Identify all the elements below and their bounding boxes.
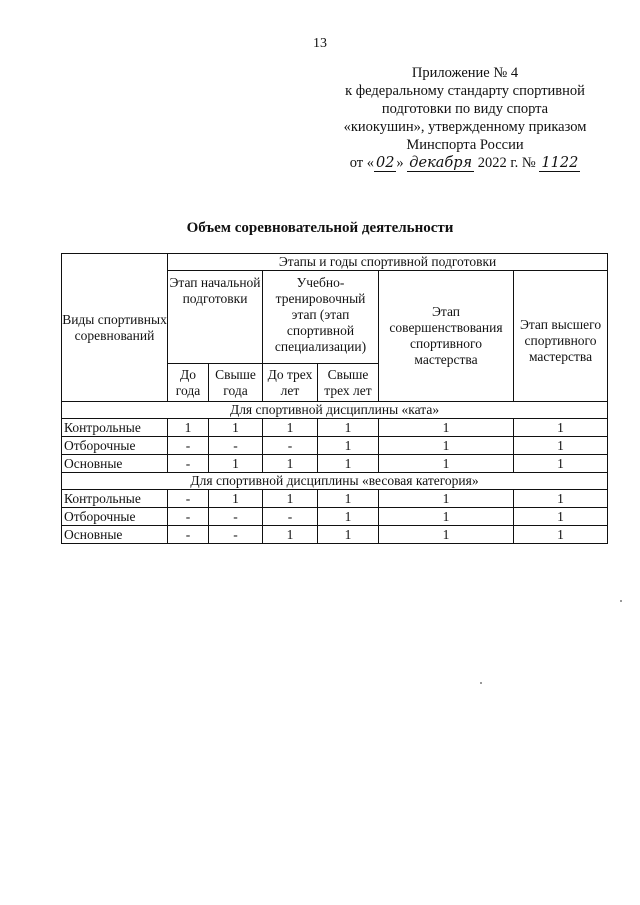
document-title: Объем соревновательной деятельности	[186, 220, 454, 236]
table-cell: 1	[379, 455, 514, 473]
table-row	[62, 508, 608, 526]
subheader-up-to-year: До года	[168, 364, 209, 402]
table-cell: 1	[209, 419, 263, 437]
page-number: 13	[313, 36, 327, 51]
table-cell: 1	[379, 490, 514, 508]
table-cell: -	[168, 455, 209, 473]
row-label: Контрольные	[62, 419, 168, 437]
table-cell: 1	[514, 455, 608, 473]
table-row	[62, 419, 608, 437]
scan-speck	[620, 600, 622, 602]
table-cell: 1	[263, 419, 318, 437]
table-row	[62, 455, 608, 473]
table-row	[62, 490, 608, 508]
table-row	[62, 437, 608, 455]
stage-initial-header: Этап начальной подготовки	[168, 271, 263, 364]
table-cell: 1	[209, 455, 263, 473]
section-title: Для спортивной дисциплины «весовая категория»	[62, 473, 608, 490]
stage-highest-header: Этап высшего спортивного мастерства	[514, 271, 608, 402]
date-prefix: от «	[349, 155, 374, 171]
table-cell: 1	[514, 490, 608, 508]
table-cell: 1	[263, 526, 318, 544]
subheader-over-year: Свыше года	[209, 364, 263, 402]
table-cell: 1	[514, 437, 608, 455]
appendix-line: Приложение № 4	[411, 65, 519, 81]
table-cell: 1	[514, 526, 608, 544]
row-label: Основные	[62, 455, 168, 473]
appendix-header	[330, 64, 600, 172]
table-cell: 1	[379, 508, 514, 526]
table-cell: -	[209, 526, 263, 544]
competition-volume-table	[61, 253, 608, 544]
table-cell: 1	[318, 508, 379, 526]
stage-training-header: Учебно-тренировочный этап (этап спортивной специализации)	[263, 271, 379, 364]
subheader-up-to-three: До трех лет	[263, 364, 318, 402]
scan-speck	[480, 682, 482, 684]
table-cell: -	[168, 490, 209, 508]
date-mid: »	[396, 155, 404, 171]
table-cell: -	[168, 526, 209, 544]
row-label: Контрольные	[62, 490, 168, 508]
row-label: Отборочные	[62, 437, 168, 455]
table-cell: -	[168, 508, 209, 526]
row-header: Виды спортивных соревнований	[62, 254, 168, 402]
table-cell: -	[168, 437, 209, 455]
table-cell: 1	[168, 419, 209, 437]
appendix-line: «киокушин», утвержденному приказом	[343, 119, 587, 135]
handwritten-day: 02	[375, 155, 395, 171]
table-cell: -	[209, 437, 263, 455]
table-cell: 1	[318, 526, 379, 544]
appendix-line: подготовки по виду спорта	[381, 101, 549, 117]
date-year: 2022 г. №	[477, 155, 536, 171]
table-cell: 1	[209, 490, 263, 508]
handwritten-month: декабря	[409, 155, 473, 171]
row-label: Отборочные	[62, 508, 168, 526]
group-header: Этапы и годы спортивной подготовки	[168, 254, 608, 271]
table-row	[62, 526, 608, 544]
table-cell: 1	[379, 419, 514, 437]
order-date-line	[330, 154, 600, 172]
table-cell: 1	[318, 490, 379, 508]
table-cell: 1	[318, 455, 379, 473]
table-cell: -	[263, 437, 318, 455]
section-title: Для спортивной дисциплины «ката»	[62, 402, 608, 419]
table-cell: 1	[514, 508, 608, 526]
table-cell: 1	[263, 455, 318, 473]
stage-improvement-header: Этап совершенствования спортивного мастерства	[379, 271, 514, 402]
table-cell: 1	[379, 437, 514, 455]
subheader-over-three: Свыше трех лет	[318, 364, 379, 402]
table-cell: -	[263, 508, 318, 526]
table-cell: 1	[318, 419, 379, 437]
row-label: Основные	[62, 526, 168, 544]
handwritten-order-number: 1122	[541, 155, 579, 171]
table-cell: 1	[263, 490, 318, 508]
table-cell: -	[209, 508, 263, 526]
table-cell: 1	[379, 526, 514, 544]
appendix-line: Минспорта России	[406, 137, 524, 153]
table-cell: 1	[318, 437, 379, 455]
table-cell: 1	[514, 419, 608, 437]
appendix-line: к федеральному стандарту спортивной	[345, 83, 585, 99]
